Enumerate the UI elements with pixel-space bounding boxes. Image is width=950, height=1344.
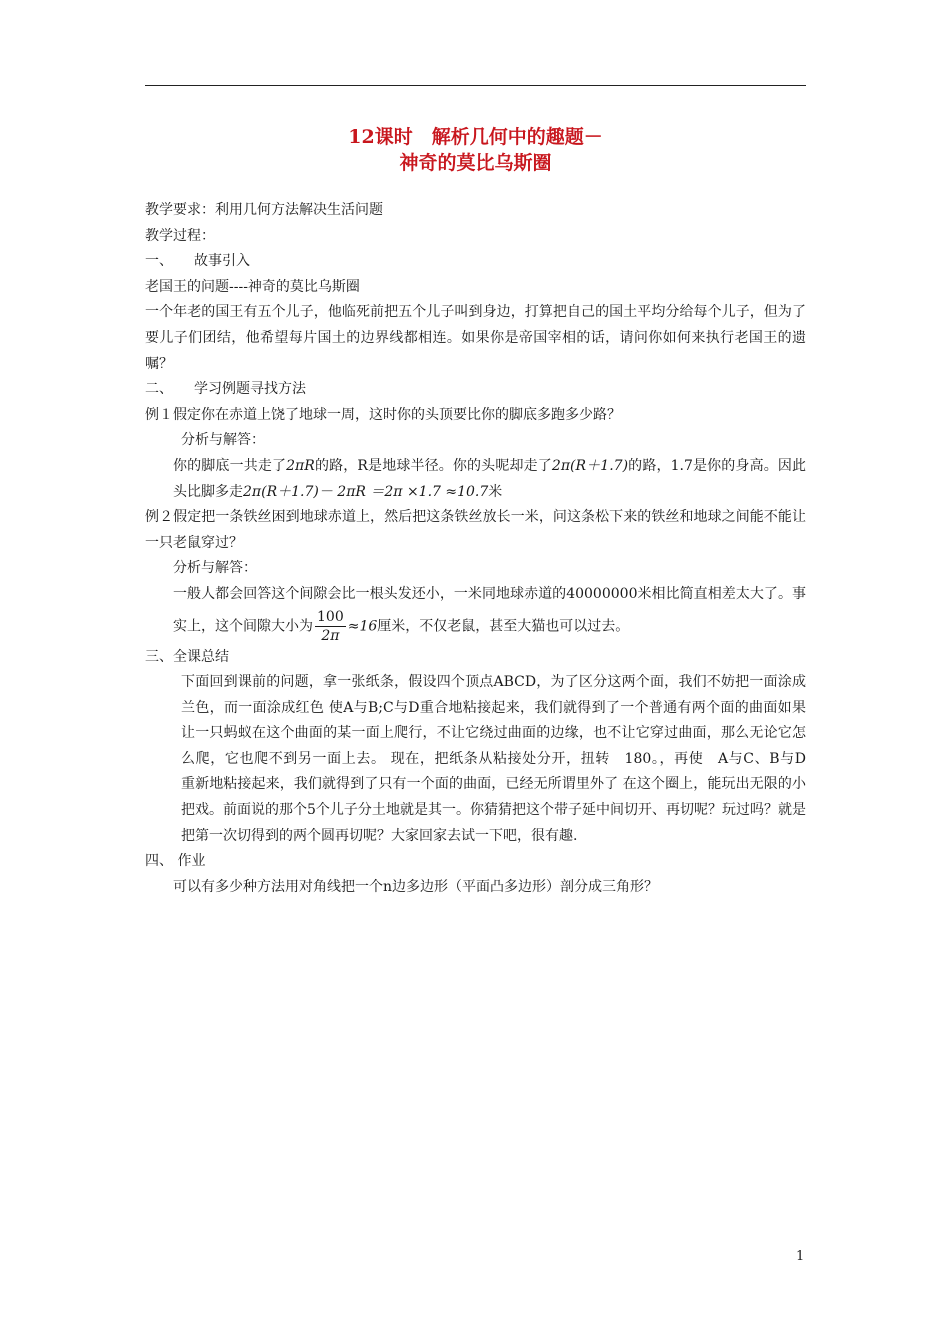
example-2-analysis-label: 分析与解答： <box>173 560 257 577</box>
example-2: 例２假定把一条铁丝困到地球赤道上，然后把这条铁丝放长一米，问这条松下来的铁丝和地球之间能不能让一只老鼠穿过？ <box>145 509 806 551</box>
formula-difference: 2π(R＋1.7)－ 2πR ＝2π ×1.7 ≈10.7 <box>243 483 489 500</box>
section-4-heading: 四、 作业 <box>145 853 206 870</box>
section-2-heading: 二、 学习例题寻找方法 <box>145 381 306 398</box>
teaching-process: 教学过程： <box>145 227 215 244</box>
title-line-2: 神奇的莫比乌斯圈 <box>399 152 552 174</box>
section-1-subheading: 老国王的问题----神奇的莫比乌斯圈 <box>145 278 360 295</box>
teaching-requirement: 教学要求：利用几何方法解决生活问题 <box>145 202 383 218</box>
section-1-heading: 一、 故事引入 <box>145 253 250 270</box>
fraction-denominator: 2π <box>321 627 340 644</box>
answer-text: 厘米，不仅老鼠，甚至大猫也可以过去。 <box>377 618 630 634</box>
header-rule <box>145 85 806 86</box>
title-line-1: 12课时 解析几何中的趣题－ <box>348 126 603 148</box>
answer-text: 的路，R是地球半径。你的头呢却走了 <box>314 457 552 474</box>
fraction-100-over-2pi <box>315 608 346 645</box>
example-2-answer <box>145 582 806 645</box>
example-1: 例１假定你在赤道上饶了地球一周，这时你的头顶要比你的脚底多跑多少路？ <box>145 406 621 423</box>
section-3-heading: 三、全课总结 <box>145 648 229 665</box>
fraction-numerator: 100 <box>317 608 344 625</box>
homework-paragraph: 可以有多少种方法用对角线把一个n边多边形（平面凸多边形）剖分成三角形？ <box>173 878 659 895</box>
answer-text: 米 <box>488 483 503 500</box>
formula-approx: ≈16 <box>347 618 378 634</box>
page-number: 1 <box>796 1249 805 1264</box>
answer-text: 一般人都会回答这个间隙会比一根头发还小，一米同地球赤道的40000000米相比简直相差太大了。事实上，这个间隙大小为 <box>173 585 806 634</box>
formula-2piR: 2πR <box>286 457 315 474</box>
formula-head-path: 2π(R＋1.7) <box>551 457 629 474</box>
example-1-analysis-label: 分析与解答： <box>181 432 265 449</box>
story-paragraph: 一个年老的国王有五个儿子，他临死前把五个儿子叫到身边，打算把自己的国土平均分给每个儿子，但为了要儿子们团结，他希望每片国土的边界线都相连。如果你是帝国宰相的话，请问你如何来执行老国王的遗嘱？ <box>145 304 806 372</box>
document-body <box>145 198 820 900</box>
answer-text: 你的脚底一共走了 <box>173 457 287 474</box>
summary-paragraph: 下面回到课前的问题，拿一张纸条，假设四个顶点ABCD，为了区分这两个面，我们不妨把一面涂成兰色，而一面涂成红色 使A与B;C与D重合地粘接起来，我们就得到了一个普通有两个面的曲面如果让一只蚂蚁在这个曲面的某一面上爬行，不让它绕过曲面的边缘，也不让它穿过曲面，那么无论它怎么爬，它也爬不到另一面上去。 现在，把纸条从粘接处分开，扭转 180。，再使 A与C、B与D 重新地粘接起来，我们就得到了只有一个面的曲面，已经无所谓里外了 在这个圈上，能玩出无限的小把戏。前面说的那个5个儿子分土地就是其一。你猜猜把这个带子延中间切开、再切呢？玩过吗？就是把第一次切得到的两个圆再切呢？大家回家去试一下吧，很有趣. <box>181 674 820 844</box>
example-1-answer <box>145 454 806 505</box>
answer-text: 的路，1.7是你的身高。因此头比脚多走 <box>173 457 807 500</box>
